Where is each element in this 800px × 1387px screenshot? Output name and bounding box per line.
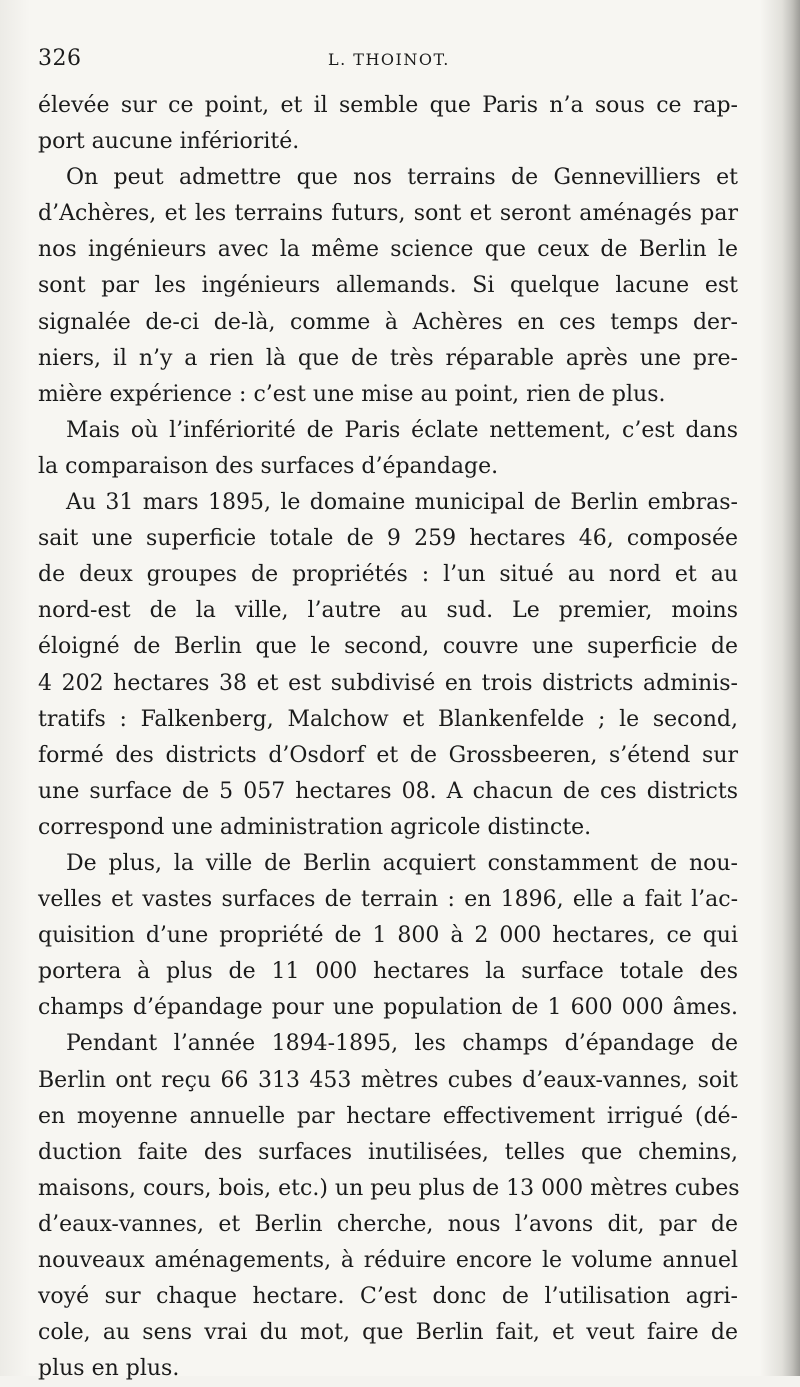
text-line: champs d’épandage pour une population de 1 600 000 âmes.: [38, 995, 738, 1021]
text-line: la comparaison des surfaces d’épandage.: [38, 453, 499, 479]
text-line: voyé sur chaque hectare. C’est donc de l’utilisation agri-: [38, 1284, 738, 1310]
text-line: élevée sur ce point, et il semble que Paris n’a sous ce rap-: [38, 93, 738, 118]
text-line: Mais où l’infériorité de Paris éclate nettement, c’est dans: [66, 417, 738, 443]
text-line: Au 31 mars 1895, le domaine municipal de Berlin embras-: [66, 490, 738, 516]
text-line: d’Achères, et les terrains futurs, sont et seront aménagés par: [38, 201, 738, 227]
text-line: formé des districts d’Osdorf et de Grossbeeren, s’étend sur: [38, 742, 738, 768]
text-line: 4 202 hectares 38 et est subdivisé en trois districts adminis-: [38, 670, 738, 696]
page-edge-shadow: [782, 0, 800, 1376]
text-line: portera à plus de 11 000 hectares la surface totale des: [38, 959, 738, 985]
text-line: éloigné de Berlin que le second, couvre une superficie de: [38, 634, 738, 660]
text-line: On peut admettre que nos terrains de Gennevilliers et: [66, 165, 738, 191]
text-line: mière expérience : c’est une mise au point, rien de plus.: [38, 381, 666, 407]
text-line: une surface de 5 057 hectares 08. A chacun de ces districts: [38, 778, 738, 804]
text-line: correspond une administration agricole distincte.: [38, 814, 592, 840]
running-head: L. THOINOT.: [328, 50, 450, 69]
text-line: d’eaux-vannes, et Berlin cherche, nous l’avons dit, par de: [38, 1211, 738, 1237]
text-line: velles et vastes surfaces de terrain : en 1896, elle a fait l’ac-: [38, 887, 738, 913]
text-line: sait une superficie totale de 9 259 hectares 46, composée: [38, 526, 738, 552]
text-line: port aucune infériorité.: [38, 129, 300, 155]
text-line: Pendant l’année 1894-1895, les champs d’épandage de: [66, 1031, 738, 1057]
text-line: duction faite des surfaces inutilisées, telles que chemins,: [38, 1139, 738, 1165]
text-line: signalée de-ci de-là, comme à Achères en ces temps der-: [38, 309, 738, 335]
page-number: 326: [38, 46, 82, 71]
text-line: De plus, la ville de Berlin acquiert constamment de nou-: [66, 850, 738, 876]
text-line: nos ingénieurs avec la même science que ceux de Berlin le: [38, 237, 738, 263]
text-line: cole, au sens vrai du mot, que Berlin fait, et veut faire de: [38, 1320, 738, 1346]
text-line: nord-est de la ville, l’autre au sud. Le premier, moins: [38, 598, 738, 624]
text-line: quisition d’une propriété de 1 800 à 2 000 hectares, ce qui: [38, 923, 738, 949]
text-line: niers, il n’y a rien là que de très réparable après une pre-: [38, 345, 738, 371]
page-header: [38, 44, 738, 78]
text-line: nouveaux aménagements, à réduire encore le volume annuel: [38, 1248, 738, 1273]
text-line: Berlin ont reçu 66 313 453 mètres cubes d’eaux-vannes, soit: [38, 1067, 738, 1093]
text-line: tratifs : Falkenberg, Malchow et Blankenfelde ; le second,: [38, 706, 738, 732]
body-text: [38, 88, 738, 1387]
text-line: sont par les ingénieurs allemands. Si quelque lacune est: [38, 273, 738, 299]
text-line: plus en plus.: [38, 1356, 180, 1382]
text-line: maisons, cours, bois, etc.) un peu plus de 13 000 mètres cubes: [38, 1175, 740, 1201]
text-line: de deux groupes de propriétés : l’un situé au nord et au: [38, 562, 738, 588]
text-line: en moyenne annuelle par hectare effectivement irrigué (dé-: [38, 1103, 738, 1129]
